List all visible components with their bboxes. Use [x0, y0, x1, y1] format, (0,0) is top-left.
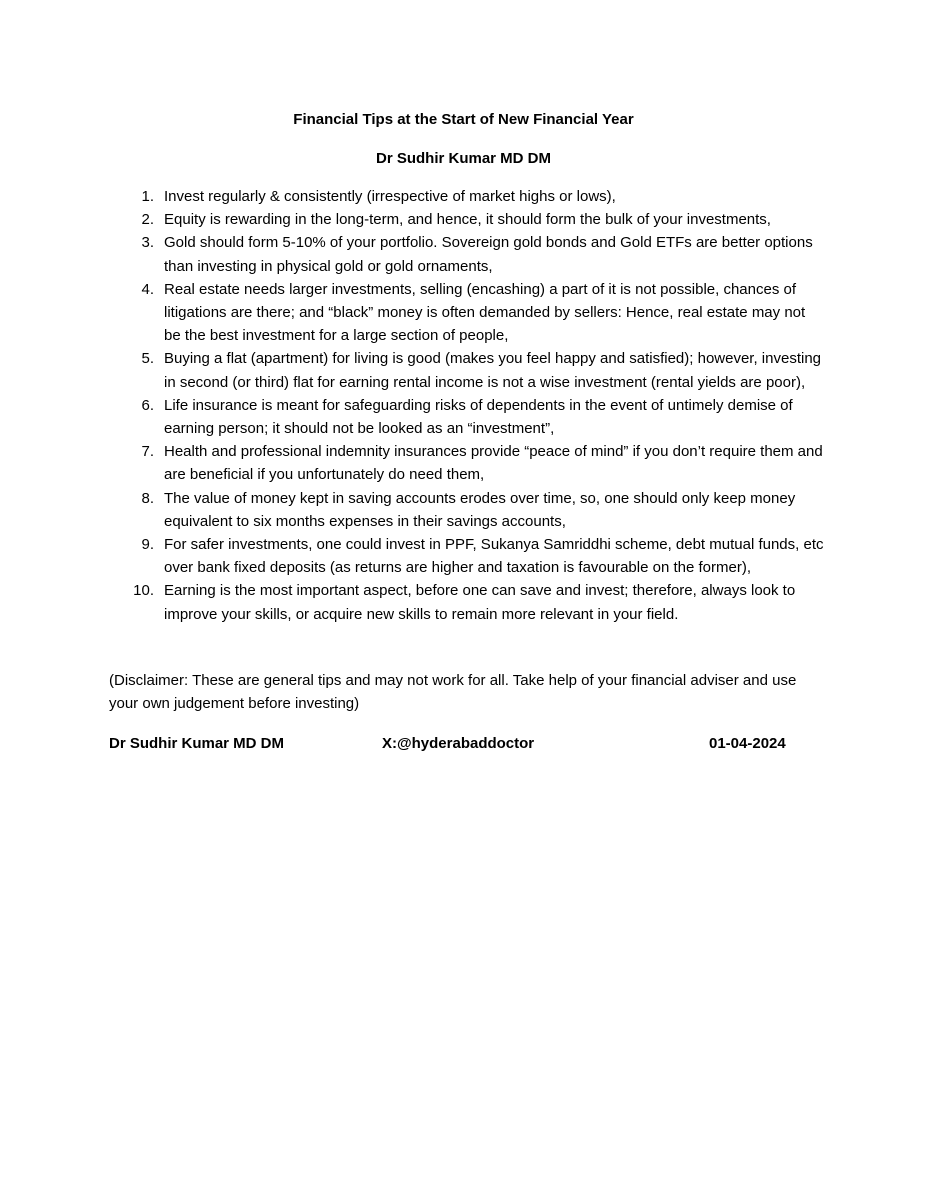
- document-footer: [0, 734, 927, 754]
- list-item-text: Earning is the most important aspect, before one can save and invest; therefore, always look to improve your skills, or acquire new skills to remain more relevant in your field.: [164, 582, 796, 623]
- list-item: [0, 208, 824, 231]
- list-item-number: 9.: [141, 536, 154, 554]
- footer-author-name: Dr Sudhir Kumar MD DM: [109, 735, 285, 752]
- list-item-text: Buying a flat (apartment) for living is good (makes you feel happy and satisfied); however, investing in second (or third) flat for earning rental income is not a wise investment (rental yields are poor),: [164, 350, 822, 391]
- list-item: [0, 487, 824, 533]
- list-item-text: For safer investments, one could invest in PPF, Sukanya Samriddhi scheme, debt mutual funds, etc over bank fixed deposits (as returns are higher and taxation is favourable on the former),: [164, 536, 824, 577]
- list-item-number: 10.: [133, 582, 154, 600]
- list-item-number: 5.: [141, 350, 154, 368]
- list-item-text: Real estate needs larger investments, selling (encashing) a part of it is not possible, chances of litigations are there; and “black” money is often demanded by sellers: Hence, real estate may not be the best investment for a large section of people,: [164, 280, 806, 345]
- list-item: [0, 347, 824, 393]
- list-item-text: Life insurance is meant for safeguarding risks of dependents in the event of untimely demise of earning person; it should not be looked as an “investment”,: [164, 396, 793, 438]
- list-item-text: The value of money kept in saving accounts erodes over time, so, one should only keep money equivalent to six months expenses in their savings accounts,: [164, 489, 796, 530]
- list-item: [0, 533, 824, 579]
- list-item-text: Invest regularly & consistently (irrespective of market highs or lows),: [164, 188, 616, 205]
- list-item: [0, 185, 824, 208]
- list-item: [0, 440, 824, 486]
- list-item-text: Equity is rewarding in the long-term, and hence, it should form the bulk of your investments,: [164, 211, 771, 229]
- list-item-number: 4.: [141, 280, 154, 298]
- list-item: [0, 579, 824, 625]
- list-item: [0, 278, 824, 348]
- list-item-number: 6.: [141, 396, 154, 414]
- list-item-number: 1.: [141, 188, 154, 205]
- document-author: Dr Sudhir Kumar MD DM: [375, 150, 551, 167]
- footer-date: 01-04-2024: [709, 735, 786, 752]
- list-item: [0, 394, 824, 440]
- list-item-number: 7.: [141, 443, 154, 461]
- list-item-number: 2.: [141, 211, 154, 229]
- list-item: [0, 231, 824, 277]
- document-title: Financial Tips at the Start of New Financial Year: [293, 111, 634, 128]
- list-item-text: Gold should form 5-10% of your portfolio. Sovereign gold bonds and Gold ETFs are better options than investing in physical gold or gold ornaments,: [164, 234, 813, 275]
- list-item-text: Health and professional indemnity insurances provide “peace of mind” if you don’t require them and are beneficial if you unfortunately do need them,: [164, 443, 823, 484]
- footer-social-handle: X:@hyderabaddoctor: [382, 735, 535, 752]
- tips-list: [0, 185, 927, 626]
- disclaimer-text: (Disclaimer: These are general tips and may not work for all. Take help of your financial adviser and use your own judgement before investing): [109, 672, 797, 713]
- list-item-number: 3.: [141, 234, 154, 252]
- list-item-number: 8.: [141, 489, 154, 507]
